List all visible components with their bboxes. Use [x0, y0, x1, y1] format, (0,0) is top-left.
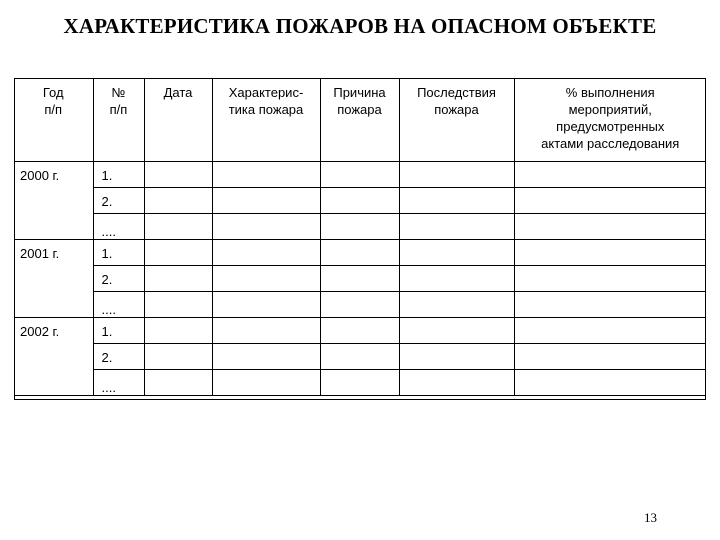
column-header-line: п/п: [44, 102, 63, 117]
empty-cell: [399, 317, 514, 343]
empty-cell: [320, 317, 399, 343]
column-header-line: пожара: [434, 102, 479, 117]
empty-cell: [514, 317, 706, 343]
item-number-cell: ....: [93, 369, 144, 395]
item-number-cell: ....: [93, 291, 144, 317]
column-header-line: Дата: [163, 85, 193, 100]
empty-cell: [212, 343, 320, 369]
empty-cell: [399, 187, 514, 213]
page-title: ХАРАКТЕРИСТИКА ПОЖАРОВ НА ОПАСНОМ ОБЪЕКТЕ: [63, 14, 657, 38]
column-header-line: Последствия: [417, 85, 496, 100]
empty-cell: [212, 265, 320, 291]
empty-cell: [514, 291, 706, 317]
item-number-cell: 1.: [93, 239, 144, 265]
empty-cell: [320, 369, 399, 395]
empty-cell: [514, 187, 706, 213]
page-number: 13: [644, 510, 657, 525]
empty-cell: [144, 317, 212, 343]
column-header: [212, 78, 320, 161]
table-row: [14, 343, 706, 369]
empty-cell: [320, 291, 399, 317]
column-header-line: Год: [42, 85, 64, 100]
column-header-line: Характерис-: [228, 85, 304, 100]
column-header-line: тика пожара: [228, 102, 304, 117]
empty-cell: [514, 265, 706, 291]
table-row: [14, 213, 706, 239]
column-header: [93, 78, 144, 161]
item-number-cell: ....: [93, 213, 144, 239]
empty-cell: [144, 187, 212, 213]
table-row: [14, 239, 706, 265]
item-number-cell: 2.: [93, 343, 144, 369]
table-row: [14, 291, 706, 317]
empty-cell: [212, 369, 320, 395]
empty-cell: [399, 291, 514, 317]
column-header-line: мероприятий,: [568, 102, 652, 117]
column-header-line: пожара: [337, 102, 382, 117]
empty-cell: [399, 369, 514, 395]
year-cell: 2000 г.: [14, 161, 93, 239]
column-header-line: актами расследования: [541, 136, 680, 151]
empty-cell: [144, 161, 212, 187]
empty-cell: [144, 213, 212, 239]
empty-cell: [399, 213, 514, 239]
item-number-cell: 1.: [93, 317, 144, 343]
table-row: [14, 369, 706, 395]
empty-cell: [320, 265, 399, 291]
column-header-line: предусмотренных: [556, 119, 665, 134]
column-header: [514, 78, 706, 161]
column-header-line: п/п: [109, 102, 128, 117]
column-header: [399, 78, 514, 161]
fires-table: [14, 78, 706, 396]
empty-cell: [144, 291, 212, 317]
empty-cell: [212, 213, 320, 239]
empty-cell: [514, 161, 706, 187]
empty-cell: [212, 291, 320, 317]
empty-cell: [320, 343, 399, 369]
table-row: [14, 317, 706, 343]
empty-cell: [320, 213, 399, 239]
empty-cell: [212, 239, 320, 265]
empty-cell: [514, 213, 706, 239]
empty-cell: [399, 343, 514, 369]
empty-cell: [320, 161, 399, 187]
item-number-cell: 1.: [93, 161, 144, 187]
empty-cell: [144, 343, 212, 369]
column-header-line: №: [111, 85, 126, 100]
column-header: [320, 78, 399, 161]
empty-cell: [144, 369, 212, 395]
empty-cell: [399, 161, 514, 187]
table-row: [14, 161, 706, 187]
column-header: [14, 78, 93, 161]
empty-cell: [144, 265, 212, 291]
column-header: [144, 78, 212, 161]
empty-cell: [514, 239, 706, 265]
empty-cell: [514, 369, 706, 395]
item-number-cell: 2.: [93, 265, 144, 291]
empty-cell: [212, 161, 320, 187]
year-cell: 2002 г.: [14, 317, 93, 395]
empty-cell: [399, 239, 514, 265]
item-number-cell: 2.: [93, 187, 144, 213]
column-header-line: Причина: [333, 85, 386, 100]
column-header-line: % выполнения: [565, 85, 655, 100]
empty-cell: [514, 343, 706, 369]
empty-cell: [320, 239, 399, 265]
header-row: [14, 78, 706, 161]
empty-cell: [144, 239, 212, 265]
empty-cell: [212, 317, 320, 343]
year-cell: 2001 г.: [14, 239, 93, 317]
table-row: [14, 265, 706, 291]
empty-cell: [320, 187, 399, 213]
empty-cell: [399, 265, 514, 291]
table-row: [14, 187, 706, 213]
empty-cell: [212, 187, 320, 213]
